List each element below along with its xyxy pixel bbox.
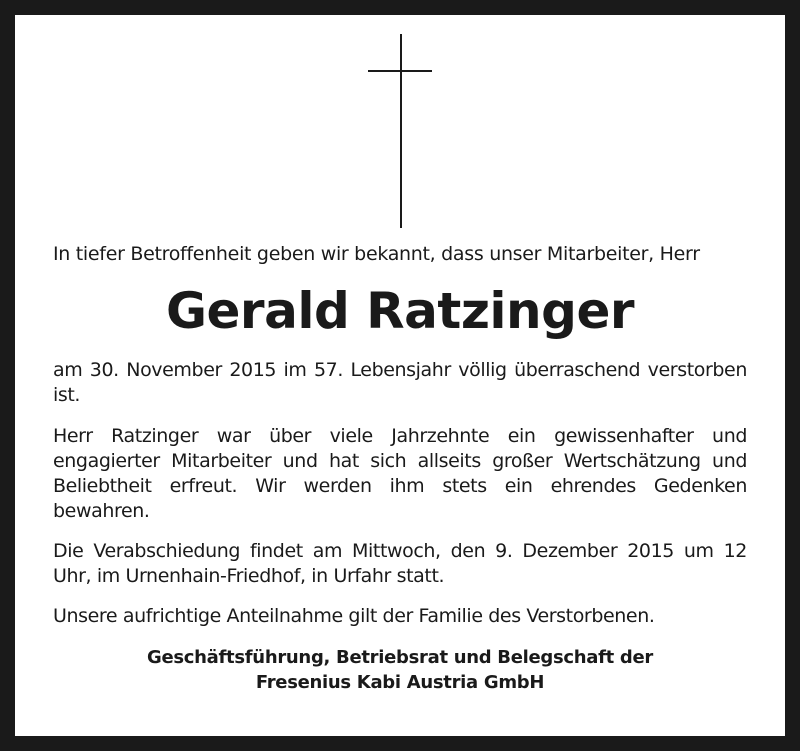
deceased-name: Gerald Ratzinger (165, 282, 635, 340)
signature-line-2: Fresenius Kabi Austria GmbH (255, 672, 545, 693)
paragraph-tribute: Herr Ratzinger war über viele Jahrzehnte ein gewissenhafter und engagierter Mitarbeiter und hat sich allseits großer Wertschätzung und Beliebtheit erfreut. Wir werden ihm stets ein ehrendes Gedenken bewahren. (53, 425, 747, 522)
cross-vertical-bar (400, 34, 402, 228)
signature-block (15, 645, 785, 695)
paragraph-condolence: Unsere aufrichtige Anteilnahme gilt der Familie des Verstorbenen. (53, 605, 655, 627)
paragraph-death-date: am 30. November 2015 im 57. Lebensjahr völlig überraschend verstorben ist. (53, 359, 747, 406)
signature-line-1: Geschäftsführung, Betriebsrat und Belegschaft der (147, 647, 653, 668)
paragraph-funeral-details: Die Verabschiedung findet am Mittwoch, den 9. Dezember 2015 um 12 Uhr, im Urnenhain-Friedhof, in Urfahr statt. (53, 540, 747, 587)
intro-text: In tiefer Betroffenheit geben wir bekannt, dass unser Mitarbeiter, Herr (53, 243, 700, 265)
cross-horizontal-bar (368, 70, 432, 72)
